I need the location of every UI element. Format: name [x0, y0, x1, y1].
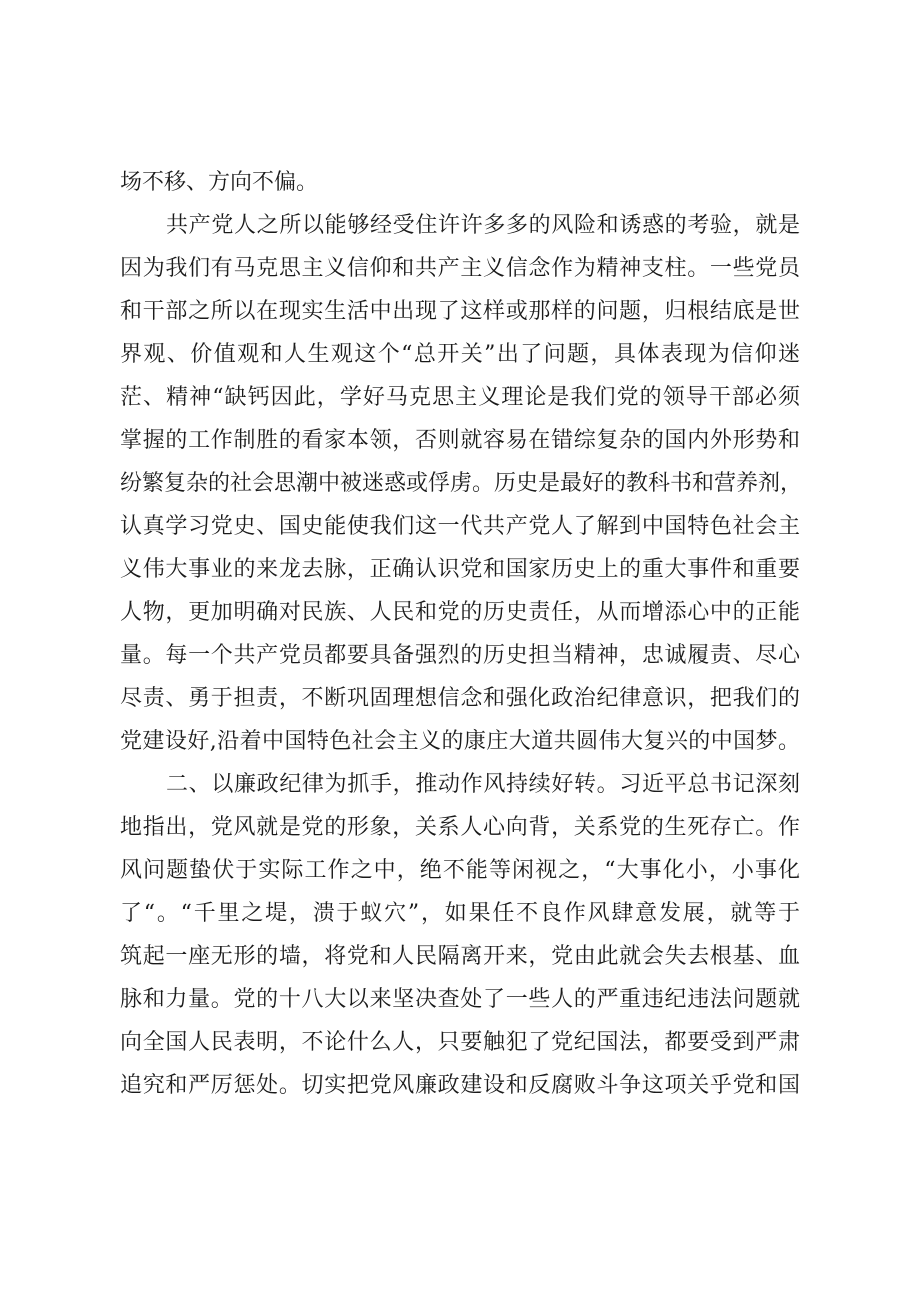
- text-line: 共产党人之所以能够经受住许许多多的风险和诱惑的考验，就是: [166, 213, 800, 238]
- text-line: 二、以廉政纪律为抓手，推动作风持续好转。习近平总书记深刻: [166, 772, 800, 797]
- text-line: 人物，更加明确对民族、人民和党的历史责任，从而增添心中的正能: [120, 600, 800, 625]
- text-line: 认真学习党史、国史能使我们这一代共产党人了解到中国特色社会主: [120, 514, 800, 539]
- text-line: 因为我们有马克思主义信仰和共产主义信念作为精神支柱。一些党员: [120, 256, 800, 281]
- text-line: 了“。“千里之堤，溃于蚁穴”，如果任不良作风肆意发展，就等于: [120, 901, 800, 926]
- text-line: 掌握的工作制胜的看家本领，否则就容易在错综复杂的国内外形势和: [120, 428, 800, 453]
- text-line: 场不移、方向不偏。: [120, 170, 319, 195]
- text-line: 筑起一座无形的墙，将党和人民隔离开来，党由此就会失去根基、血: [120, 944, 800, 969]
- text-line: 义伟大事业的来龙去脉，正确认识党和国家历史上的重大事件和重要: [120, 557, 800, 582]
- text-line: 地指出，党风就是党的形象，关系人心向背，关系党的生死存亡。作: [120, 815, 800, 840]
- text-line: 和干部之所以在现实生活中出现了这样或那样的问题，归根结底是世: [120, 299, 800, 324]
- text-line: 党建设好,沿着中国特色社会主义的康庄大道共圆伟大复兴的中国梦。: [120, 729, 800, 754]
- text-line: 向全国人民表明，不论什么人，只要触犯了党纪国法，都要受到严肃: [120, 1030, 800, 1055]
- text-line: 纷繁复杂的社会思潮中被迷惑或俘虏。历史是最好的教科书和营养剂，: [120, 471, 803, 496]
- text-line: 界观、价值观和人生观这个“总开关”出了问题，具体表现为信仰迷: [120, 342, 800, 367]
- text-line: 风问题蛰伏于实际工作之中，绝不能等闲视之，“大事化小，小事化: [120, 858, 800, 883]
- text-line: 尽责、勇于担责，不断巩固理想信念和强化政治纪律意识，把我们的: [120, 686, 800, 711]
- text-line: 追究和严厉惩处。切实把党风廉政建设和反腐败斗争这项关乎党和国: [120, 1073, 800, 1098]
- text-line: 脉和力量。党的十八大以来坚决查处了一些人的严重违纪违法问题就: [120, 987, 800, 1012]
- text-line: 茫、精神“缺钙因此，学好马克思主义理论是我们党的领导干部必须: [120, 385, 800, 410]
- text-line: 量。每一个共产党员都要具备强烈的历史担当精神，忠诚履责、尽心: [120, 643, 800, 668]
